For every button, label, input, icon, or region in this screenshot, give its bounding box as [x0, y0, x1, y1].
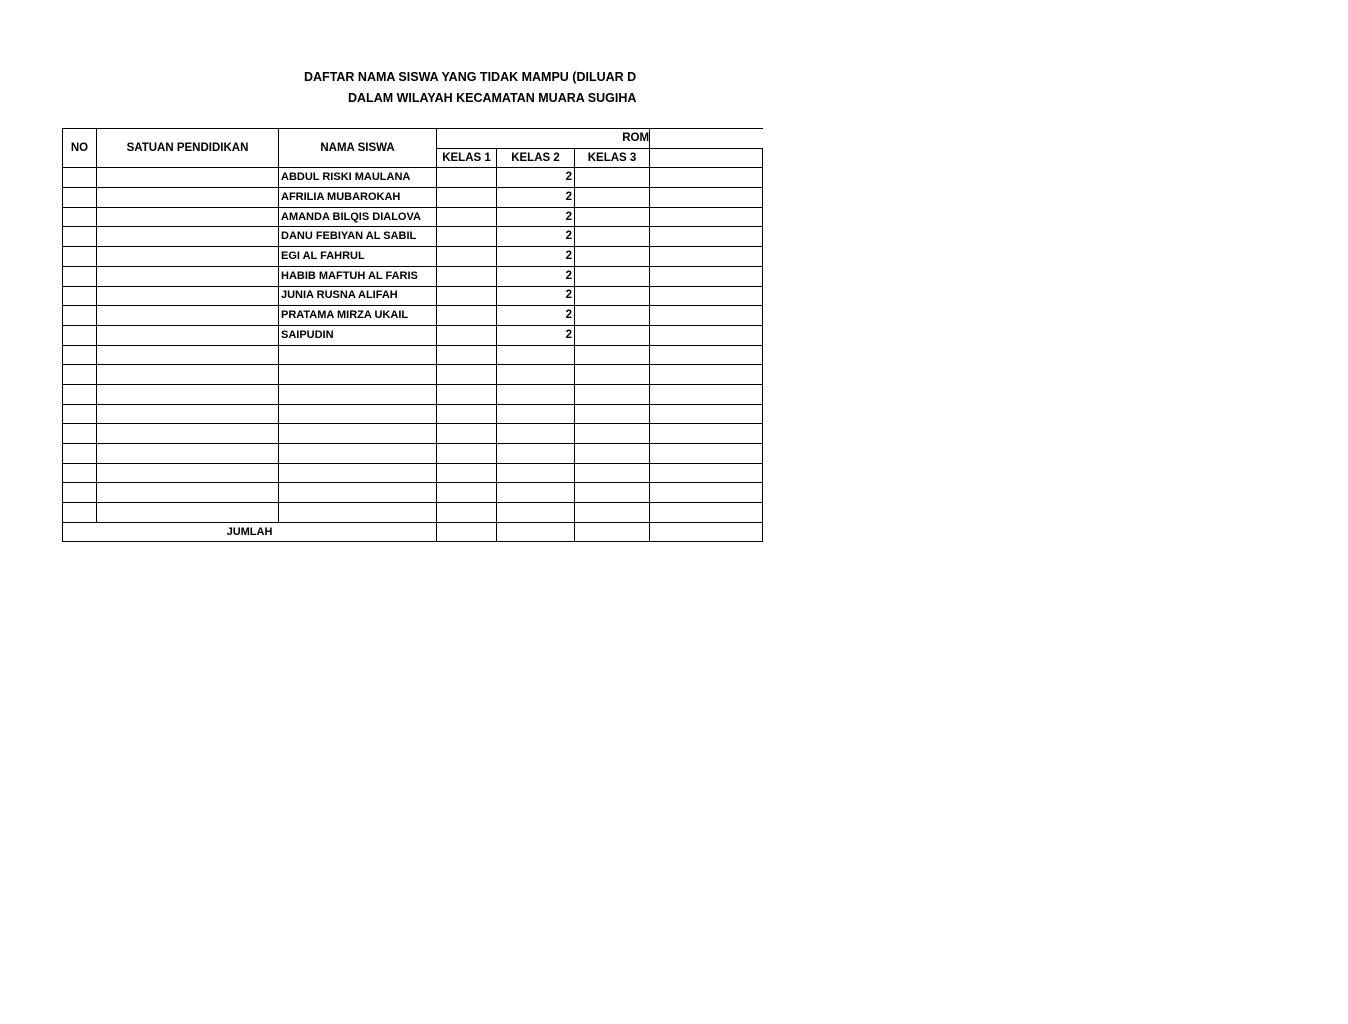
cell-nama-siswa: PRATAMA MIRZA UKAIL — [279, 306, 437, 326]
cell-kelas-2 — [497, 483, 575, 503]
table-row — [63, 404, 763, 424]
cell-satuan-pendidikan — [97, 444, 279, 464]
cell-satuan-pendidikan — [97, 266, 279, 286]
cell-kelas-next — [650, 384, 763, 404]
footer-cell — [497, 522, 575, 542]
cell-nama-siswa: JUNIA RUSNA ALIFAH — [279, 286, 437, 306]
header-satuan-pendidikan: SATUAN PENDIDIKAN — [97, 129, 279, 168]
cell-nama-siswa: EGI AL FAHRUL — [279, 247, 437, 267]
cell-kelas-3 — [575, 345, 650, 365]
cell-kelas-next — [650, 306, 763, 326]
cell-no — [63, 444, 97, 464]
cell-kelas-2 — [497, 384, 575, 404]
cell-kelas-3 — [575, 404, 650, 424]
cell-no — [63, 306, 97, 326]
table-row — [63, 463, 763, 483]
cell-no — [63, 424, 97, 444]
cell-satuan-pendidikan — [97, 306, 279, 326]
cell-kelas-1 — [437, 345, 497, 365]
cell-kelas-1 — [437, 286, 497, 306]
cell-kelas-3 — [575, 325, 650, 345]
cell-kelas-3 — [575, 463, 650, 483]
document-title-line-2: DALAM WILAYAH KECAMATAN MUARA SUGIHA — [348, 91, 637, 105]
cell-nama-siswa — [279, 345, 437, 365]
cell-kelas-2: 2 — [497, 188, 575, 208]
cell-kelas-2: 2 — [497, 266, 575, 286]
cell-kelas-2 — [497, 503, 575, 523]
cell-nama-siswa — [279, 463, 437, 483]
cell-kelas-2 — [497, 463, 575, 483]
cell-nama-siswa — [279, 384, 437, 404]
table-row — [63, 365, 763, 385]
cell-kelas-1 — [437, 503, 497, 523]
table-body — [63, 168, 763, 522]
table-row — [63, 207, 763, 227]
cell-no — [63, 503, 97, 523]
table-row — [63, 424, 763, 444]
cell-kelas-1 — [437, 404, 497, 424]
table-row — [63, 325, 763, 345]
cell-no — [63, 384, 97, 404]
cell-kelas-1 — [437, 247, 497, 267]
cell-kelas-2 — [497, 404, 575, 424]
cell-kelas-next — [650, 345, 763, 365]
table-row — [63, 444, 763, 464]
cell-kelas-3 — [575, 227, 650, 247]
cell-satuan-pendidikan — [97, 188, 279, 208]
cell-kelas-2: 2 — [497, 207, 575, 227]
cell-kelas-3 — [575, 365, 650, 385]
cell-satuan-pendidikan — [97, 207, 279, 227]
cell-kelas-1 — [437, 463, 497, 483]
cell-no — [63, 404, 97, 424]
table-row — [63, 345, 763, 365]
cell-kelas-2: 2 — [497, 286, 575, 306]
cell-nama-siswa — [279, 424, 437, 444]
cell-kelas-next — [650, 325, 763, 345]
cell-kelas-3 — [575, 424, 650, 444]
footer-jumlah-label: JUMLAH — [63, 522, 437, 542]
cell-kelas-3 — [575, 286, 650, 306]
cell-no — [63, 345, 97, 365]
table-row — [63, 384, 763, 404]
cell-satuan-pendidikan — [97, 424, 279, 444]
header-kelas-3: KELAS 3 — [575, 148, 650, 168]
cell-no — [63, 188, 97, 208]
table-row — [63, 266, 763, 286]
cell-kelas-3 — [575, 168, 650, 188]
cell-satuan-pendidikan — [97, 227, 279, 247]
cell-satuan-pendidikan — [97, 345, 279, 365]
cell-kelas-2: 2 — [497, 306, 575, 326]
cell-no — [63, 365, 97, 385]
cell-kelas-next — [650, 286, 763, 306]
cell-kelas-next — [650, 207, 763, 227]
footer-row — [63, 522, 763, 542]
header-group: ROM — [437, 129, 650, 149]
cell-kelas-1 — [437, 424, 497, 444]
header-group-continued — [650, 129, 763, 149]
header-kelas-next — [650, 148, 763, 168]
cell-satuan-pendidikan — [97, 286, 279, 306]
header-kelas-1: KELAS 1 — [437, 148, 497, 168]
cell-kelas-1 — [437, 444, 497, 464]
cell-kelas-1 — [437, 325, 497, 345]
cell-kelas-next — [650, 404, 763, 424]
cell-satuan-pendidikan — [97, 463, 279, 483]
cell-kelas-2 — [497, 424, 575, 444]
cell-no — [63, 247, 97, 267]
footer-cell — [437, 522, 497, 542]
cell-kelas-1 — [437, 483, 497, 503]
cell-kelas-3 — [575, 306, 650, 326]
cell-kelas-next — [650, 188, 763, 208]
cell-kelas-2 — [497, 345, 575, 365]
cell-satuan-pendidikan — [97, 483, 279, 503]
cell-kelas-3 — [575, 188, 650, 208]
cell-no — [63, 286, 97, 306]
cell-no — [63, 463, 97, 483]
student-table — [62, 128, 763, 542]
cell-kelas-1 — [437, 168, 497, 188]
cell-nama-siswa — [279, 365, 437, 385]
cell-kelas-next — [650, 365, 763, 385]
header-no: NO — [63, 129, 97, 168]
cell-nama-siswa: HABIB MAFTUH AL FARIS — [279, 266, 437, 286]
cell-kelas-next — [650, 227, 763, 247]
cell-nama-siswa: DANU FEBIYAN AL SABIL — [279, 227, 437, 247]
cell-kelas-1 — [437, 266, 497, 286]
cell-kelas-next — [650, 266, 763, 286]
cell-kelas-1 — [437, 207, 497, 227]
cell-nama-siswa: AFRILIA MUBAROKAH — [279, 188, 437, 208]
table-row — [63, 227, 763, 247]
table-row — [63, 168, 763, 188]
cell-no — [63, 266, 97, 286]
cell-nama-siswa — [279, 503, 437, 523]
cell-kelas-2: 2 — [497, 325, 575, 345]
table-row — [63, 188, 763, 208]
cell-nama-siswa — [279, 444, 437, 464]
cell-kelas-3 — [575, 444, 650, 464]
cell-kelas-2: 2 — [497, 227, 575, 247]
cell-kelas-1 — [437, 227, 497, 247]
cell-kelas-3 — [575, 207, 650, 227]
cell-kelas-next — [650, 444, 763, 464]
cell-nama-siswa: SAIPUDIN — [279, 325, 437, 345]
cell-kelas-3 — [575, 266, 650, 286]
cell-kelas-2 — [497, 444, 575, 464]
cell-kelas-next — [650, 463, 763, 483]
cell-satuan-pendidikan — [97, 404, 279, 424]
cell-kelas-next — [650, 424, 763, 444]
footer-cell — [575, 522, 650, 542]
cell-kelas-2: 2 — [497, 247, 575, 267]
cell-kelas-3 — [575, 247, 650, 267]
cell-kelas-1 — [437, 384, 497, 404]
cell-kelas-next — [650, 503, 763, 523]
cell-kelas-3 — [575, 503, 650, 523]
cell-kelas-1 — [437, 188, 497, 208]
cell-satuan-pendidikan — [97, 247, 279, 267]
cell-no — [63, 207, 97, 227]
cell-kelas-1 — [437, 306, 497, 326]
table-row — [63, 306, 763, 326]
cell-kelas-2 — [497, 365, 575, 385]
cell-kelas-next — [650, 483, 763, 503]
header-nama-siswa: NAMA SISWA — [279, 129, 437, 168]
header-kelas-2: KELAS 2 — [497, 148, 575, 168]
document-title-line-1: DAFTAR NAMA SISWA YANG TIDAK MAMPU (DILUAR D — [304, 70, 637, 84]
cell-kelas-1 — [437, 365, 497, 385]
cell-kelas-3 — [575, 483, 650, 503]
cell-satuan-pendidikan — [97, 365, 279, 385]
cell-no — [63, 227, 97, 247]
table-row — [63, 247, 763, 267]
cell-nama-siswa — [279, 483, 437, 503]
table-row — [63, 503, 763, 523]
cell-nama-siswa — [279, 404, 437, 424]
cell-kelas-3 — [575, 384, 650, 404]
cell-no — [63, 168, 97, 188]
cell-satuan-pendidikan — [97, 168, 279, 188]
cell-no — [63, 325, 97, 345]
footer-cell — [650, 522, 763, 542]
cell-kelas-2: 2 — [497, 168, 575, 188]
cell-nama-siswa: ABDUL RISKI MAULANA — [279, 168, 437, 188]
cell-nama-siswa: AMANDA BILQIS DIALOVA — [279, 207, 437, 227]
cell-kelas-next — [650, 168, 763, 188]
table-row — [63, 483, 763, 503]
cell-kelas-next — [650, 247, 763, 267]
cell-no — [63, 483, 97, 503]
table-row — [63, 286, 763, 306]
cell-satuan-pendidikan — [97, 384, 279, 404]
cell-satuan-pendidikan — [97, 503, 279, 523]
cell-satuan-pendidikan — [97, 325, 279, 345]
student-table-viewport — [62, 128, 650, 538]
